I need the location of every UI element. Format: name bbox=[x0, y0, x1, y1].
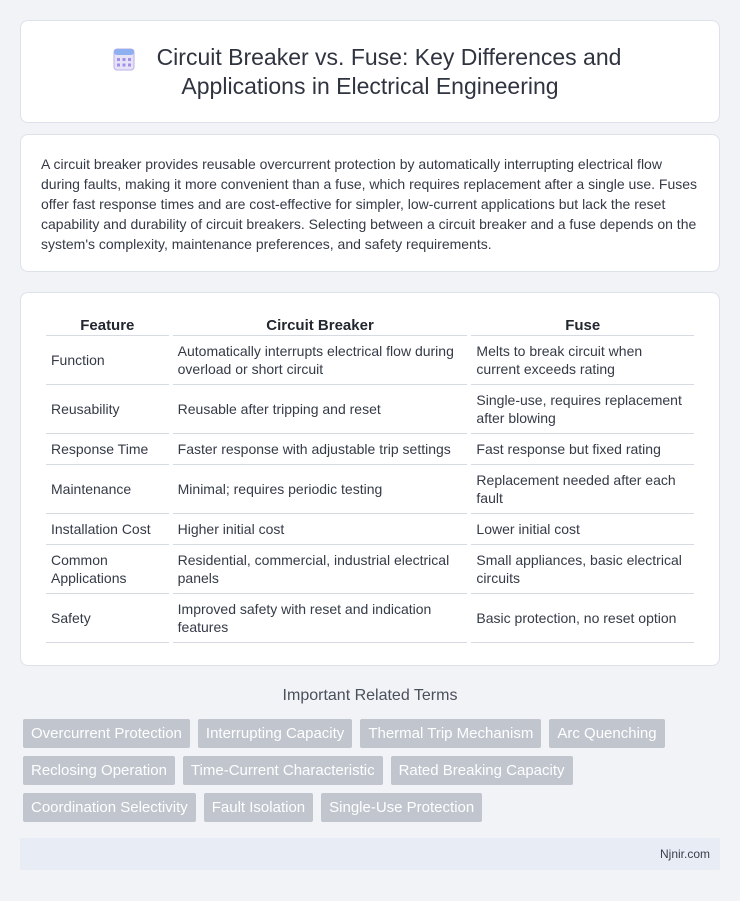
feature-cell: Function bbox=[46, 336, 169, 385]
intro-paragraph: A circuit breaker provides reusable overcurrent protection by automatically interrupting electrical flow during faults, making it more convenient than a fuse, which requires replacement after a single use. Fuses offer fast response times and are cost-effective for simpler, low-current applications but lack the reset capability and durability of circuit breakers. Selecting between a circuit breaker and a fuse depends on the system's complexity, maintenance preferences, and safety requirements. bbox=[41, 156, 698, 252]
footer bbox=[20, 838, 720, 870]
circuit-breaker-cell: Minimal; requires periodic testing bbox=[173, 465, 468, 514]
term-chip[interactable]: Fault Isolation bbox=[204, 793, 313, 822]
term-chip[interactable]: Interrupting Capacity bbox=[198, 719, 352, 748]
table-row bbox=[46, 434, 694, 465]
fuse-cell: Single-use, requires replacement after blowing bbox=[471, 385, 694, 434]
page-title bbox=[21, 43, 719, 101]
term-chip[interactable]: Overcurrent Protection bbox=[23, 719, 190, 748]
fuse-cell: Fast response but fixed rating bbox=[471, 434, 694, 465]
table-row bbox=[46, 336, 694, 385]
table-row bbox=[46, 514, 694, 545]
fuse-cell: Melts to break circuit when current exceeds rating bbox=[471, 336, 694, 385]
footer-site-link[interactable]: Njnir.com bbox=[659, 847, 710, 861]
fuse-cell: Basic protection, no reset option bbox=[471, 594, 694, 643]
table-row bbox=[46, 465, 694, 514]
table-row bbox=[46, 545, 694, 594]
feature-cell: Response Time bbox=[46, 434, 169, 465]
related-terms-list bbox=[23, 719, 717, 822]
fuse-cell: Lower initial cost bbox=[471, 514, 694, 545]
term-chip[interactable]: Thermal Trip Mechanism bbox=[360, 719, 541, 748]
related-terms-title: Important Related Terms bbox=[282, 687, 458, 704]
feature-cell: Safety bbox=[46, 594, 169, 643]
comparison-table bbox=[42, 315, 698, 643]
term-chip[interactable]: Reclosing Operation bbox=[23, 756, 175, 785]
column-header-circuit-breaker: Circuit Breaker bbox=[173, 315, 468, 336]
circuit-breaker-cell: Reusable after tripping and reset bbox=[173, 385, 468, 434]
column-header-fuse: Fuse bbox=[471, 315, 694, 336]
header-card bbox=[20, 20, 720, 123]
circuit-breaker-cell: Improved safety with reset and indication features bbox=[173, 594, 468, 643]
term-chip[interactable]: Arc Quenching bbox=[549, 719, 664, 748]
circuit-breaker-cell: Residential, commercial, industrial electrical panels bbox=[173, 545, 468, 594]
comparison-card bbox=[20, 292, 720, 666]
fuse-cell: Small appliances, basic electrical circuits bbox=[471, 545, 694, 594]
feature-cell: Reusability bbox=[46, 385, 169, 434]
circuit-breaker-cell: Automatically interrupts electrical flow during overload or short circuit bbox=[173, 336, 468, 385]
table-header-row bbox=[46, 315, 694, 336]
term-chip[interactable]: Time-Current Characteristic bbox=[183, 756, 383, 785]
page-title-line1: Circuit Breaker vs. Fuse: Key Differences and bbox=[156, 44, 622, 70]
circuit-breaker-cell: Higher initial cost bbox=[173, 514, 468, 545]
fuse-cell: Replacement needed after each fault bbox=[471, 465, 694, 514]
feature-cell: Common Applications bbox=[46, 545, 169, 594]
term-chip[interactable]: Coordination Selectivity bbox=[23, 793, 196, 822]
page-title-line2: Applications in Electrical Engineering bbox=[181, 73, 559, 99]
feature-cell: Maintenance bbox=[46, 465, 169, 514]
table-row bbox=[46, 594, 694, 643]
table-row bbox=[46, 385, 694, 434]
column-header-feature: Feature bbox=[46, 315, 169, 336]
term-chip[interactable]: Single-Use Protection bbox=[321, 793, 482, 822]
feature-cell: Installation Cost bbox=[46, 514, 169, 545]
term-chip[interactable]: Rated Breaking Capacity bbox=[391, 756, 573, 785]
intro-card bbox=[20, 134, 720, 272]
circuit-breaker-cell: Faster response with adjustable trip settings bbox=[173, 434, 468, 465]
